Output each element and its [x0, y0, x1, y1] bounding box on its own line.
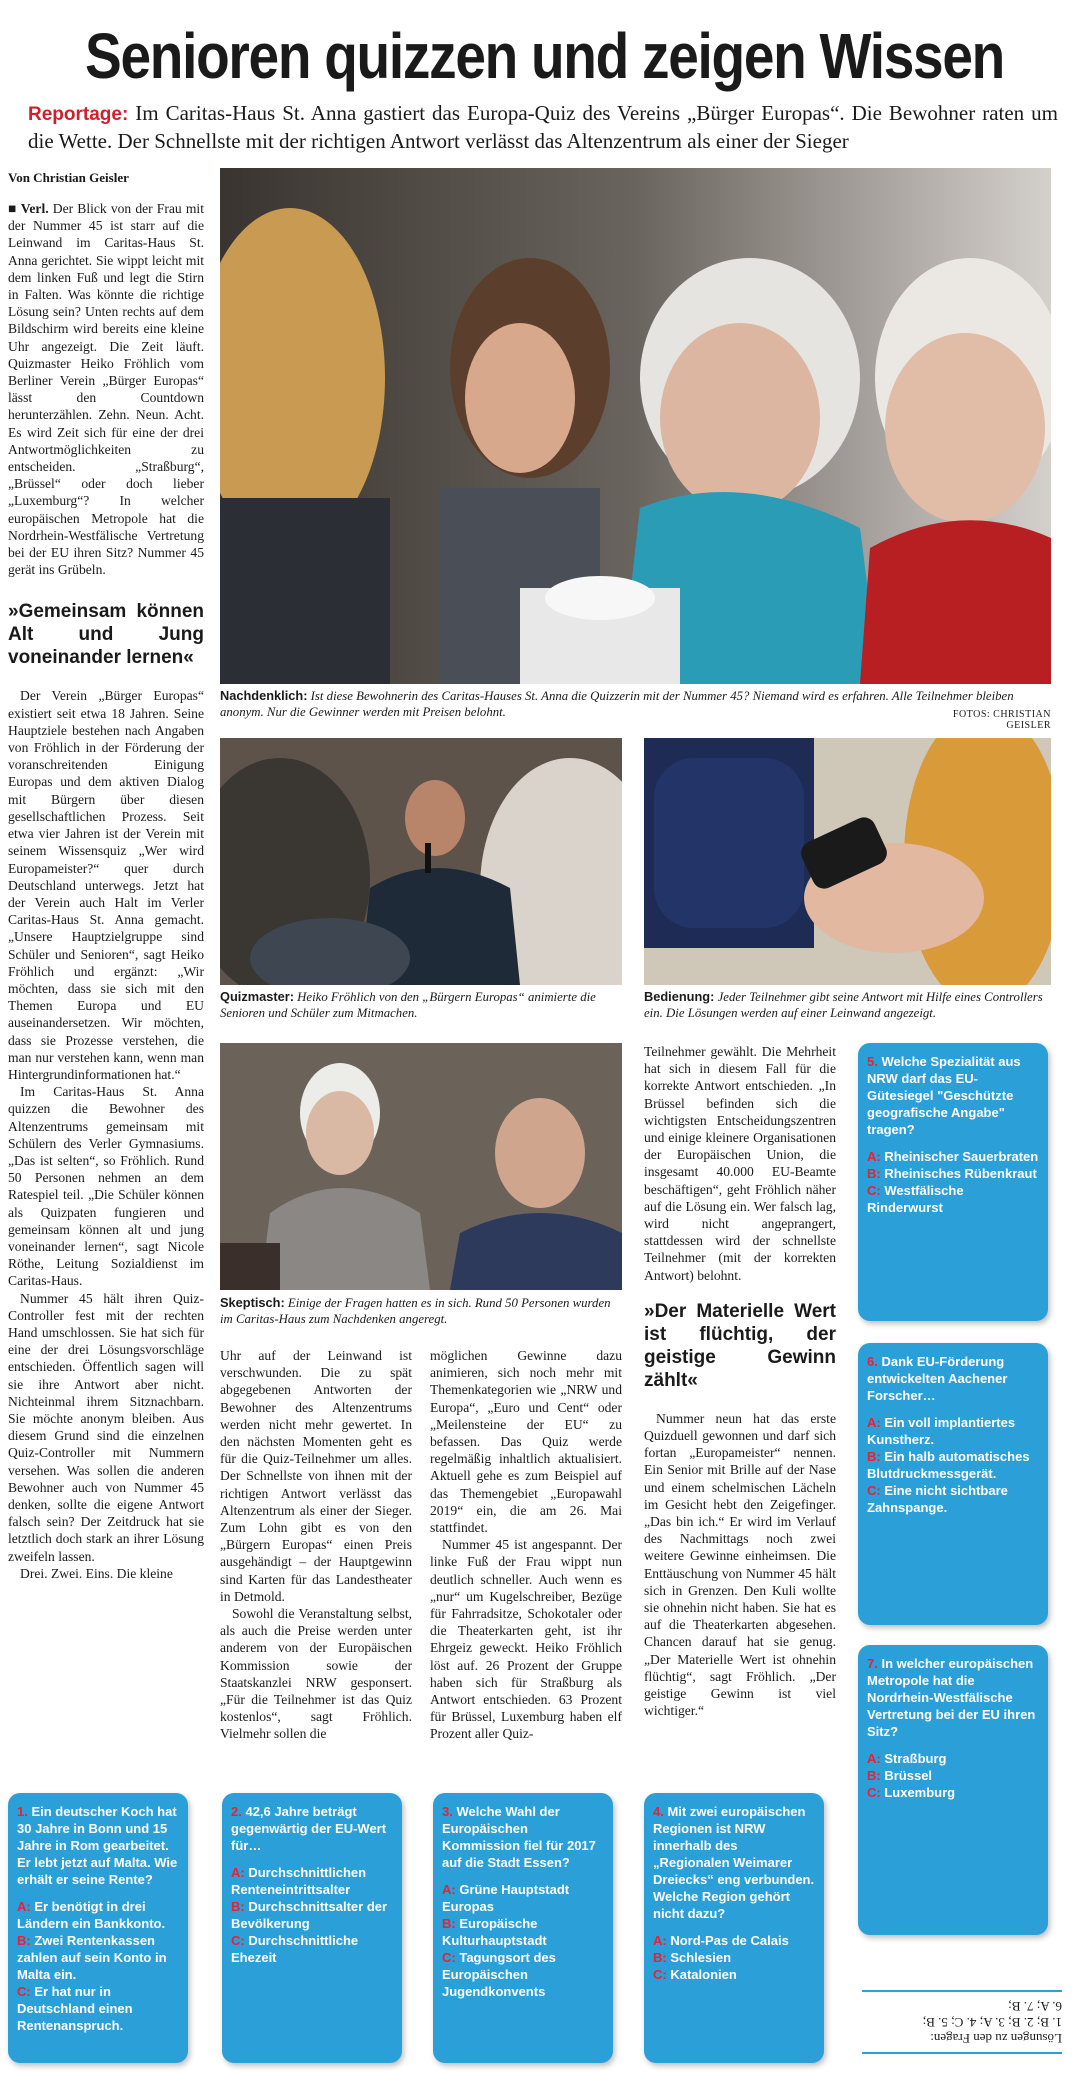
quiz-question: Ein deutscher Koch hat 30 Jahre in Bonn und 15 Jahre in Rom gearbeitet. Er lebt jetzt auf Malta. Wie erhält er seine Rente? — [17, 1804, 178, 1887]
quiz-number: 5. — [867, 1054, 878, 1069]
option-letter: A: — [653, 1933, 667, 1948]
quiz-number: 1. — [17, 1804, 28, 1819]
option-letter: C: — [867, 1483, 881, 1498]
paragraph: Im Caritas-Haus St. Anna quizzen die Bewohner des Altenzentrums gemeinsam mit Schülern des Verler Gymnasiums. „Das ist selten“, so Fröhlich. Rund 50 Personen nehmen an dem Ratespiel teil. „Die Schüler können als Quizpaten fungieren und gemeinsam können alt und jung voneinander lernen“, sagt Nicole Röthe, Leitung Sozialdienst im Caritas-Haus. — [8, 1084, 204, 1289]
quiz-answers — [862, 1990, 1062, 2054]
paragraph: Der Blick von der Frau mit der Nummer 45 ist starr auf die Leinwand im Caritas-Haus St. Anna gerichtet. Sie wippt leicht mit dem linken Fuß und legt die Stirn in Falten. Was könnte die richtige Lösung sein? Unten rechts auf dem Bildschirm wird bereits eine kleine Uhr angezeigt. Die Zeit läuft. Quizmaster Heiko Fröhlich vom Berliner Verein „Bürger Europas“ lässt den Countdown herunterzählen. Zehn. Neun. Acht. Es wird Zeit sich für eine der drei Antwortmöglichkeiten zu entscheiden. „Straßburg“, „Brüssel“ oder doch lieber „Luxemburg“? In welcher europäischen Metropole hat die Nordrhein-Westfälische Vertretung bei der EU ihren Sitz? Nummer 45 gerät ins Grübeln. — [8, 201, 204, 578]
quiz-box-7 — [858, 1645, 1048, 1935]
option-letter: A: — [442, 1882, 456, 1897]
quiz-option-a: Rheinischer Sauerbraten — [884, 1149, 1039, 1164]
controller-caption — [644, 989, 1051, 1021]
quiz-option-a: Durchschnittlichen Renteneintrittsalter — [231, 1865, 367, 1897]
option-letter: C: — [231, 1933, 245, 1948]
option-letter: A: — [867, 1751, 881, 1766]
option-letter: C: — [867, 1785, 881, 1800]
article-column-2 — [220, 1347, 412, 1743]
quiz-option-b: Zwei Rentenkassen zahlen auf sein Konto in Malta ein. — [17, 1933, 167, 1982]
quiz-option-c: Tagungsort des Europäischen Jugendkonvents — [442, 1950, 556, 1999]
caption-label: Quizmaster: — [220, 989, 294, 1004]
quiz-option-a: Grüne Hauptstadt Europas — [442, 1882, 570, 1914]
option-letter: C: — [867, 1183, 881, 1198]
quiz-option-a: Ein voll implantiertes Kunstherz. — [867, 1415, 1016, 1447]
option-letter: C: — [653, 1967, 667, 1982]
quiz-number: 4. — [653, 1804, 664, 1819]
quizmaster-caption — [220, 989, 622, 1021]
article-column-1 — [8, 200, 204, 1582]
paragraph: Der Verein „Bürger Europas“ existiert seit etwa 18 Jahren. Seine Hauptziele bestehen nach Angaben von Fröhlich in der Förderung der voranschreitenden Einigung Europas und dem aktiven Dialog mit Bürgern über diesen gesellschaftlichen Prozess. Seit etwa vier Jahren ist der Verein mit seinem Wissensquiz „Wer wird Europameister?“ quer durch Deutschland unterwegs. Jetzt hat der Verein auch Halt im Verler Caritas-Haus St. Anna gemacht. „Unsere Hauptzielgruppe sind Schüler und Senioren“, sagt Heiko Fröhlich und ergänzt: „Wir möchten, dass sie sich mit den Themen Europa und EU auseinandersetzen. Wir möchten, dass sie Prozesse verstehen, die man nur verstehen kann, wenn man Hintergrundinformationen hat.“ — [8, 688, 204, 1082]
quiz-option-c: Luxemburg — [884, 1785, 956, 1800]
option-letter: B: — [867, 1449, 881, 1464]
deck — [28, 100, 1058, 155]
quiz-option-b: Brüssel — [884, 1768, 933, 1783]
deck-text: Im Caritas-Haus St. Anna gastiert das Europa-Quiz des Vereins „Bürger Europas“. Die Bewohner raten um die Wette. Der Schnellste mit der richtigen Antwort verlässt das Altenzentrum als einer der Sieger — [28, 101, 1058, 153]
quiz-option-c: Er hat nur in Deutschland einen Rentenanspruch. — [17, 1984, 133, 2033]
quiz-option-b: Schlesien — [670, 1950, 732, 1965]
option-letter: C: — [17, 1984, 31, 1999]
paragraph: Drei. Zwei. Eins. Die kleine — [20, 1565, 173, 1581]
option-letter: A: — [867, 1149, 881, 1164]
photo-credit: FOTOS: CHRISTIAN GEISLER — [952, 709, 1051, 731]
quiz-option-b: Ein halb automatisches Blutdruckmessgerät. — [867, 1449, 1030, 1481]
quiz-question: 42,6 Jahre beträgt gegenwärtig der EU-Wert für… — [231, 1804, 387, 1853]
quiz-number: 3. — [442, 1804, 453, 1819]
option-letter: B: — [231, 1899, 245, 1914]
quiz-option-c: Eine nicht sichtbare Zahnspange. — [867, 1483, 1008, 1515]
option-letter: B: — [442, 1916, 456, 1931]
caption-text: Ist diese Bewohnerin des Caritas-Hauses St. Anna die Quizzerin mit der Nummer 45? Niemand wird es erfahren. Alle Teilnehmer bleiben anonym. Nur die Gewinner werden mit Preisen belohnt. — [220, 689, 1014, 719]
main-photo — [220, 168, 1051, 684]
article-column-3 — [430, 1347, 622, 1743]
caption-text: Jeder Teilnehmer gibt seine Antwort mit Hilfe eines Controllers ein. Die Lösungen werden auf einer Leinwand angezeigt. — [644, 990, 1043, 1020]
skeptical-caption — [220, 1295, 622, 1327]
deck-label: Reportage: — [28, 104, 129, 125]
answers-line: 1. B; 2. B; 3. A; 4. C; 5. B; — [922, 2015, 1062, 2030]
answers-title: Lösungen zu den Fragen: — [930, 2031, 1062, 2046]
quiz-box-1 — [8, 1793, 188, 2063]
quiz-option-c: Westfälische Rinderwurst — [867, 1183, 964, 1215]
paragraph: Nummer neun hat das erste Quizduell gewonnen und darf sich fortan „Europameister“ nennen. Ein Senior mit Brille auf der Nase und einem schelmischen Lächeln im Gesicht hebt den Zeigefinger. „Das bin ich.“ Er wird im Verlauf des Nachmittags noch zwei weitere Gewinne einheimsen. Die Enttäuschung von Nummer 45 hält sich in Grenzen. Den Kuli wollte sie ohnehin nicht haben. Sie hat es auf die Theaterkarten abgesehen. Chancen darauf hat sie genug. „Der Materielle Wert ist ohnehin flüchtig“, sagt Fröhlich. „Der geistige Gewinn ist viel wichtiger.“ — [644, 1410, 836, 1719]
quiz-option-b: Durchschnittsalter der Bevölkerung — [231, 1899, 388, 1931]
paragraph: Nummer 45 hält ihren Quiz-Controller fest mit der rechten Hand umschlossen. Sie hat sich für eine der drei Lösungsvorschläge entschieden. Öffentlich sagen will sie ihre Antwort aber nicht. Nichteinmal ihrem Sitznachbarn. Sie möchte anonym bleiben. Aus diesem Grund sind die einzelnen Quiz-Controller mit Nummern versehen. Was sollen die anderen Bewohner auch von Nummer 45 denken, sollte die eigene Antwort falsch sein? Der Zeitdruck hat sie letztlich doch stark an ihrer Lösung zweifeln lassen. — [8, 1290, 204, 1564]
article-column-4 — [644, 1043, 836, 1720]
quiz-question: In welcher europäischen Metropole hat die Nordrhein-Westfälische Vertretung bei der EU ihren Sitz? — [867, 1656, 1036, 1739]
option-letter: B: — [17, 1933, 31, 1948]
answers-line: 6. A; 7. B; — [1008, 1999, 1062, 2014]
quiz-option-c: Durchschnittliche Ehezeit — [231, 1933, 359, 1965]
quiz-option-b: Rheinisches Rübenkraut — [884, 1166, 1037, 1181]
quiz-number: 6. — [867, 1354, 878, 1369]
option-letter: A: — [867, 1415, 881, 1430]
option-letter: B: — [867, 1166, 881, 1181]
quiz-box-5 — [858, 1043, 1048, 1321]
quiz-box-4 — [644, 1793, 824, 2063]
quiz-option-a: Er benötigt in drei Ländern ein Bankkonto. — [17, 1899, 166, 1931]
caption-text: Einige der Fragen hatten es in sich. Rund 50 Personen wurden im Caritas-Haus zum Nachdenken angeregt. — [220, 1296, 611, 1326]
quiz-option-a: Straßburg — [884, 1751, 947, 1766]
headline: Senioren quizzen und zeigen Wissen — [85, 20, 1004, 92]
quiz-option-c: Katalonien — [670, 1967, 737, 1982]
skeptical-photo — [220, 1043, 622, 1290]
caption-label: Skeptisch: — [220, 1295, 285, 1310]
paragraph: Uhr auf der Leinwand ist verschwunden. Die zu spät abgegebenen Antworten der Bewohner des Altenzentrums werden nicht mehr gewertet. In den nächsten Momenten geht es für die Quiz-Teilnehmer um alles. Der Schnellste von ihnen mit der richtigen Antwort verlässt das Altenzentrum als einer der Sieger. Zum Lohn gibt es von den „Bürgern Europas“ einen Preis ausgehändigt – der Hauptgewinn sind Karten für das Landestheater in Detmold. — [220, 1348, 412, 1604]
quiz-question: Dank EU-Förderung entwickelten Aachener Forscher… — [867, 1354, 1008, 1403]
dateline: ■ Verl. — [8, 201, 49, 216]
quiz-question: Welche Spezialität aus NRW darf das EU-Gütesiegel "Geschützte geografische Angabe" tragen? — [867, 1054, 1021, 1137]
quiz-option-a: Nord-Pas de Calais — [670, 1933, 789, 1948]
option-letter: B: — [653, 1950, 667, 1965]
paragraph: Teilnehmer gewählt. Die Mehrheit hat sich in diesem Fall für die korrekte Antwort entschieden. „In Brüssel befinden sich die wichtigsten Entscheidungszentren und einige kleinere Organisationen der Europäischen Union, die insgesamt 40.000 EU-Beamte beschäftigen“, geht Fröhlich näher auf die Lösung ein. Wer falsch lag, wird nicht angeprangert, stattdessen wird der schnellste Teilnehmer (mit der korrekten Antwort) belohnt. — [644, 1044, 836, 1283]
option-letter: C: — [442, 1950, 456, 1965]
paragraph: Nummer 45 ist angespannt. Der linke Fuß der Frau wippt nun deutlich schneller. Auch wenn es „nur“ um Kugelschreiber, Bezüge für Fahrradsitze, Schokotaler oder die Theaterkarten geht, ist ihr Ehrgeiz geweckt. Heiko Fröhlich löst auf. 26 Prozent der Gruppe haben sich für Straßburg als Antwort entschieden. 63 Prozent für Brüssel, Luxemburg haben elf Prozent aller Quiz- — [430, 1537, 622, 1742]
controller-photo — [644, 738, 1051, 985]
subhead: »Gemeinsam können Alt und Jung voneinander lernen« — [8, 601, 204, 669]
paragraph: Sowohl die Veranstaltung selbst, als auch die Preise werden unter anderem von der Europäischen Kommission sowie der Staatskanzlei NRW gesponsert. „Für die Teilnehmer ist das Quiz kostenlos“, sagt Fröhlich. Vielmehr sollen die — [220, 1606, 412, 1742]
byline: Von Christian Geisler — [8, 170, 129, 185]
caption-label: Nachdenklich: — [220, 688, 308, 703]
quiz-question: Mit zwei europäischen Regionen ist NRW innerhalb des „Regionalen Weimarer Dreiecks“ eng verbunden. Welche Region gehört nicht dazu? — [653, 1804, 815, 1921]
quiz-option-b: Europäische Kulturhauptstadt — [442, 1916, 547, 1948]
quizmaster-photo — [220, 738, 622, 985]
caption-label: Bedienung: — [644, 989, 715, 1004]
quiz-question: Welche Wahl der Europäischen Kommission fiel für 2017 auf die Stadt Essen? — [442, 1804, 596, 1870]
option-letter: B: — [867, 1768, 881, 1783]
quiz-number: 2. — [231, 1804, 242, 1819]
option-letter: A: — [17, 1899, 31, 1914]
quiz-box-2 — [222, 1793, 402, 2063]
quiz-box-3 — [433, 1793, 613, 2063]
subhead: »Der Materielle Wert ist flüchtig, der geistige Gewinn zählt« — [644, 1300, 836, 1391]
quiz-box-6 — [858, 1343, 1048, 1625]
option-letter: A: — [231, 1865, 245, 1880]
paragraph: möglichen Gewinne dazu animieren, sich noch mehr mit Themenkategorien wie „NRW und Europa“, „Euro und Cent“ oder „Meilensteine der EU“ zu befassen. Das Quiz werde regelmäßig inhaltlich aktualisiert. Aktuell gehe es zum Beispiel auf das Themengebiet „Europawahl 2019“ ein, die am 26. Mai stattfindet. — [430, 1348, 622, 1536]
quiz-number: 7. — [867, 1656, 878, 1671]
caption-text: Heiko Fröhlich von den „Bürgern Europas“ animierte die Senioren und Schüler zum Mitmachen. — [220, 990, 596, 1020]
